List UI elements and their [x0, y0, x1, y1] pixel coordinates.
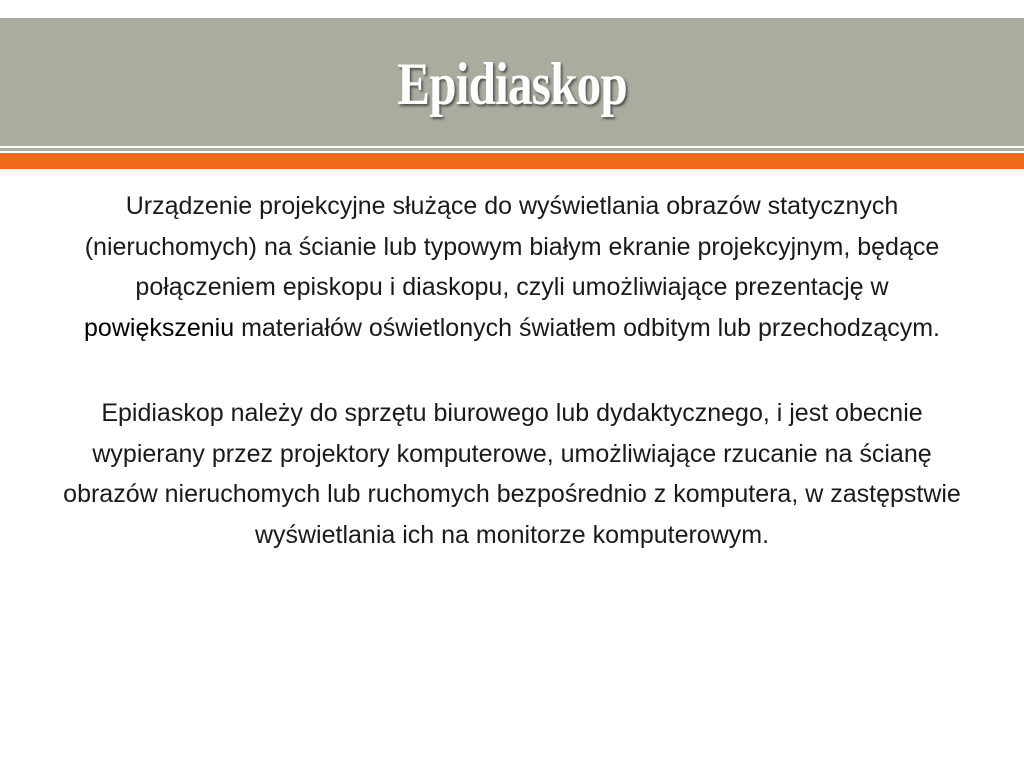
- paragraph-usage: Epidiaskop należy do sprzętu biurowego lub dydaktycznego, i jest obecnie wypierany przez projektory komputerowe, umożliwiające rzucanie na ścianę obrazów nieruchomych lub ruchomych bezpośrednio z komputera, w zastępstwie wyświetlania ich na monitorze komputerowym.: [63, 399, 961, 549]
- highlighted-term: powiększeniu: [84, 313, 235, 342]
- slide-body: [60, 186, 964, 555]
- orange-accent-bar: [0, 153, 1024, 169]
- title-band: [0, 18, 1024, 146]
- paragraph-description: [60, 186, 964, 348]
- slide-title: Epidiaskop: [397, 51, 627, 117]
- paragraph-description-text-end: materiałów oświetlonych światłem odbitym lub przechodzącym.: [234, 313, 940, 342]
- paragraph-description-text-start: Urządzenie projekcyjne służące do wyświetlania obrazów statycznych (nieruchomych) na ścianie lub typowym białym ekranie projekcyjnym, będące połączeniem episkopu i diaskopu, czyli umożliwiające prezentację w: [84, 192, 940, 301]
- grey-divider: [0, 148, 1024, 151]
